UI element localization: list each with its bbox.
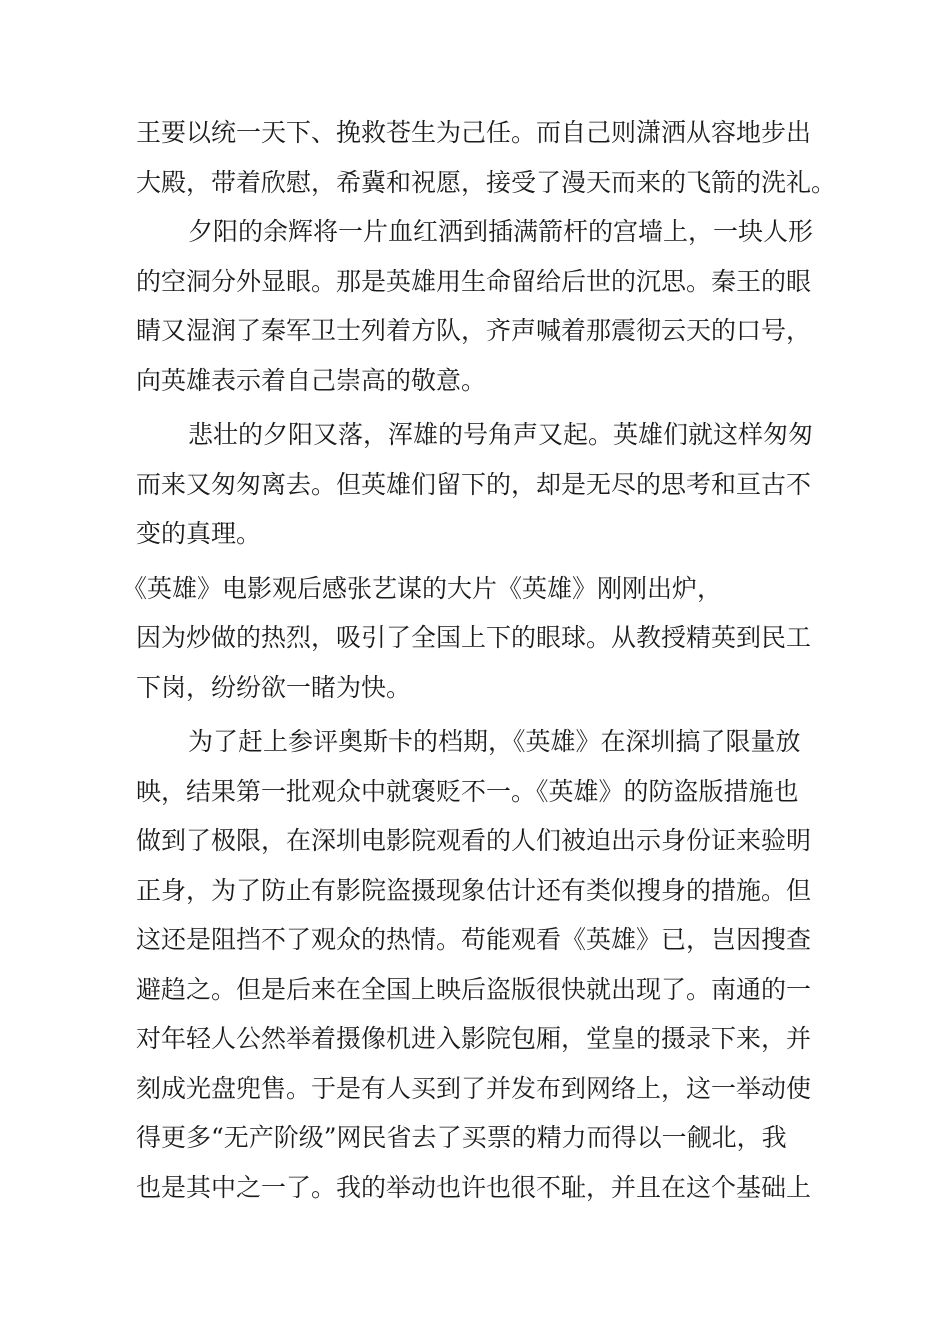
text-line: 因为炒做的热烈，吸引了全国上下的眼球。从教授精英到民工	[136, 623, 812, 652]
text-line: 映，结果第一批观众中就褒贬不一。《英雄》的防盗版措施也	[136, 776, 799, 806]
text-line: 睛又湿润了秦军卫士列着方队，齐声喊着那震彻云天的口号，	[136, 316, 812, 345]
text-line: 刻成光盘兜售。于是有人买到了并发布到网络上，这一举动使	[136, 1073, 812, 1103]
text-line: 也是其中之一了。我的举动也许也很不耻，并且在这个基础上	[136, 1172, 812, 1202]
text-line: 做到了极限，在深圳电影院观看的人们被迫出示身份证来验明	[136, 826, 812, 855]
text-line: 下岗，纷纷欲一睹为快。	[136, 672, 412, 702]
text-line: 正身，为了防止有影院盗摄现象估计还有类似搜身的措施。但	[136, 875, 812, 905]
text-line: 得更多“无产阶级”网民省去了买票的精力而得以一觎北，我	[136, 1123, 787, 1152]
body-text	[122, 108, 837, 1212]
paragraph-start-line: 为了赶上参评奥斯卡的档期，《英雄》在深圳搞了限量放	[188, 727, 801, 756]
text-line: 的空洞分外显眼。那是英雄用生命留给后世的沉思。秦王的眼	[136, 266, 812, 296]
text-line: 而来又匆匆离去。但英雄们留下的，却是无尽的思考和亘古不	[136, 469, 812, 499]
text-line: 王要以统一天下、挽救苍生为己任。而自己则潇洒从容地步出	[136, 118, 812, 147]
section-heading-line: 《英雄》电影观后感张艺谋的大片《英雄》刚刚出炉，	[122, 573, 723, 603]
text-line: 这还是阻挡不了观众的热情。苟能观看《英雄》已，岂因搜查	[136, 925, 812, 954]
text-line: 对年轻人公然举着摄像机进入影院包厢，堂皇的摄录下来，并	[136, 1024, 812, 1053]
text-line: 变的真理。	[136, 519, 262, 548]
text-line: 大殿，带着欣慰，希冀和祝愿，接受了漫天而来的飞箭的洗礼。	[136, 167, 837, 197]
paragraph-start-line: 悲壮的夕阳又落，浑雄的号角声又起。英雄们就这样匆匆	[188, 420, 814, 449]
text-line: 向英雄表示着自己崇高的敬意。	[136, 365, 487, 395]
text-line: 避趋之。但是后来在全国上映后盗版很快就出现了。南通的一	[136, 974, 812, 1004]
paragraph-start-line: 夕阳的余辉将一片血红洒到插满箭杆的宫墙上，一块人形	[188, 217, 814, 246]
